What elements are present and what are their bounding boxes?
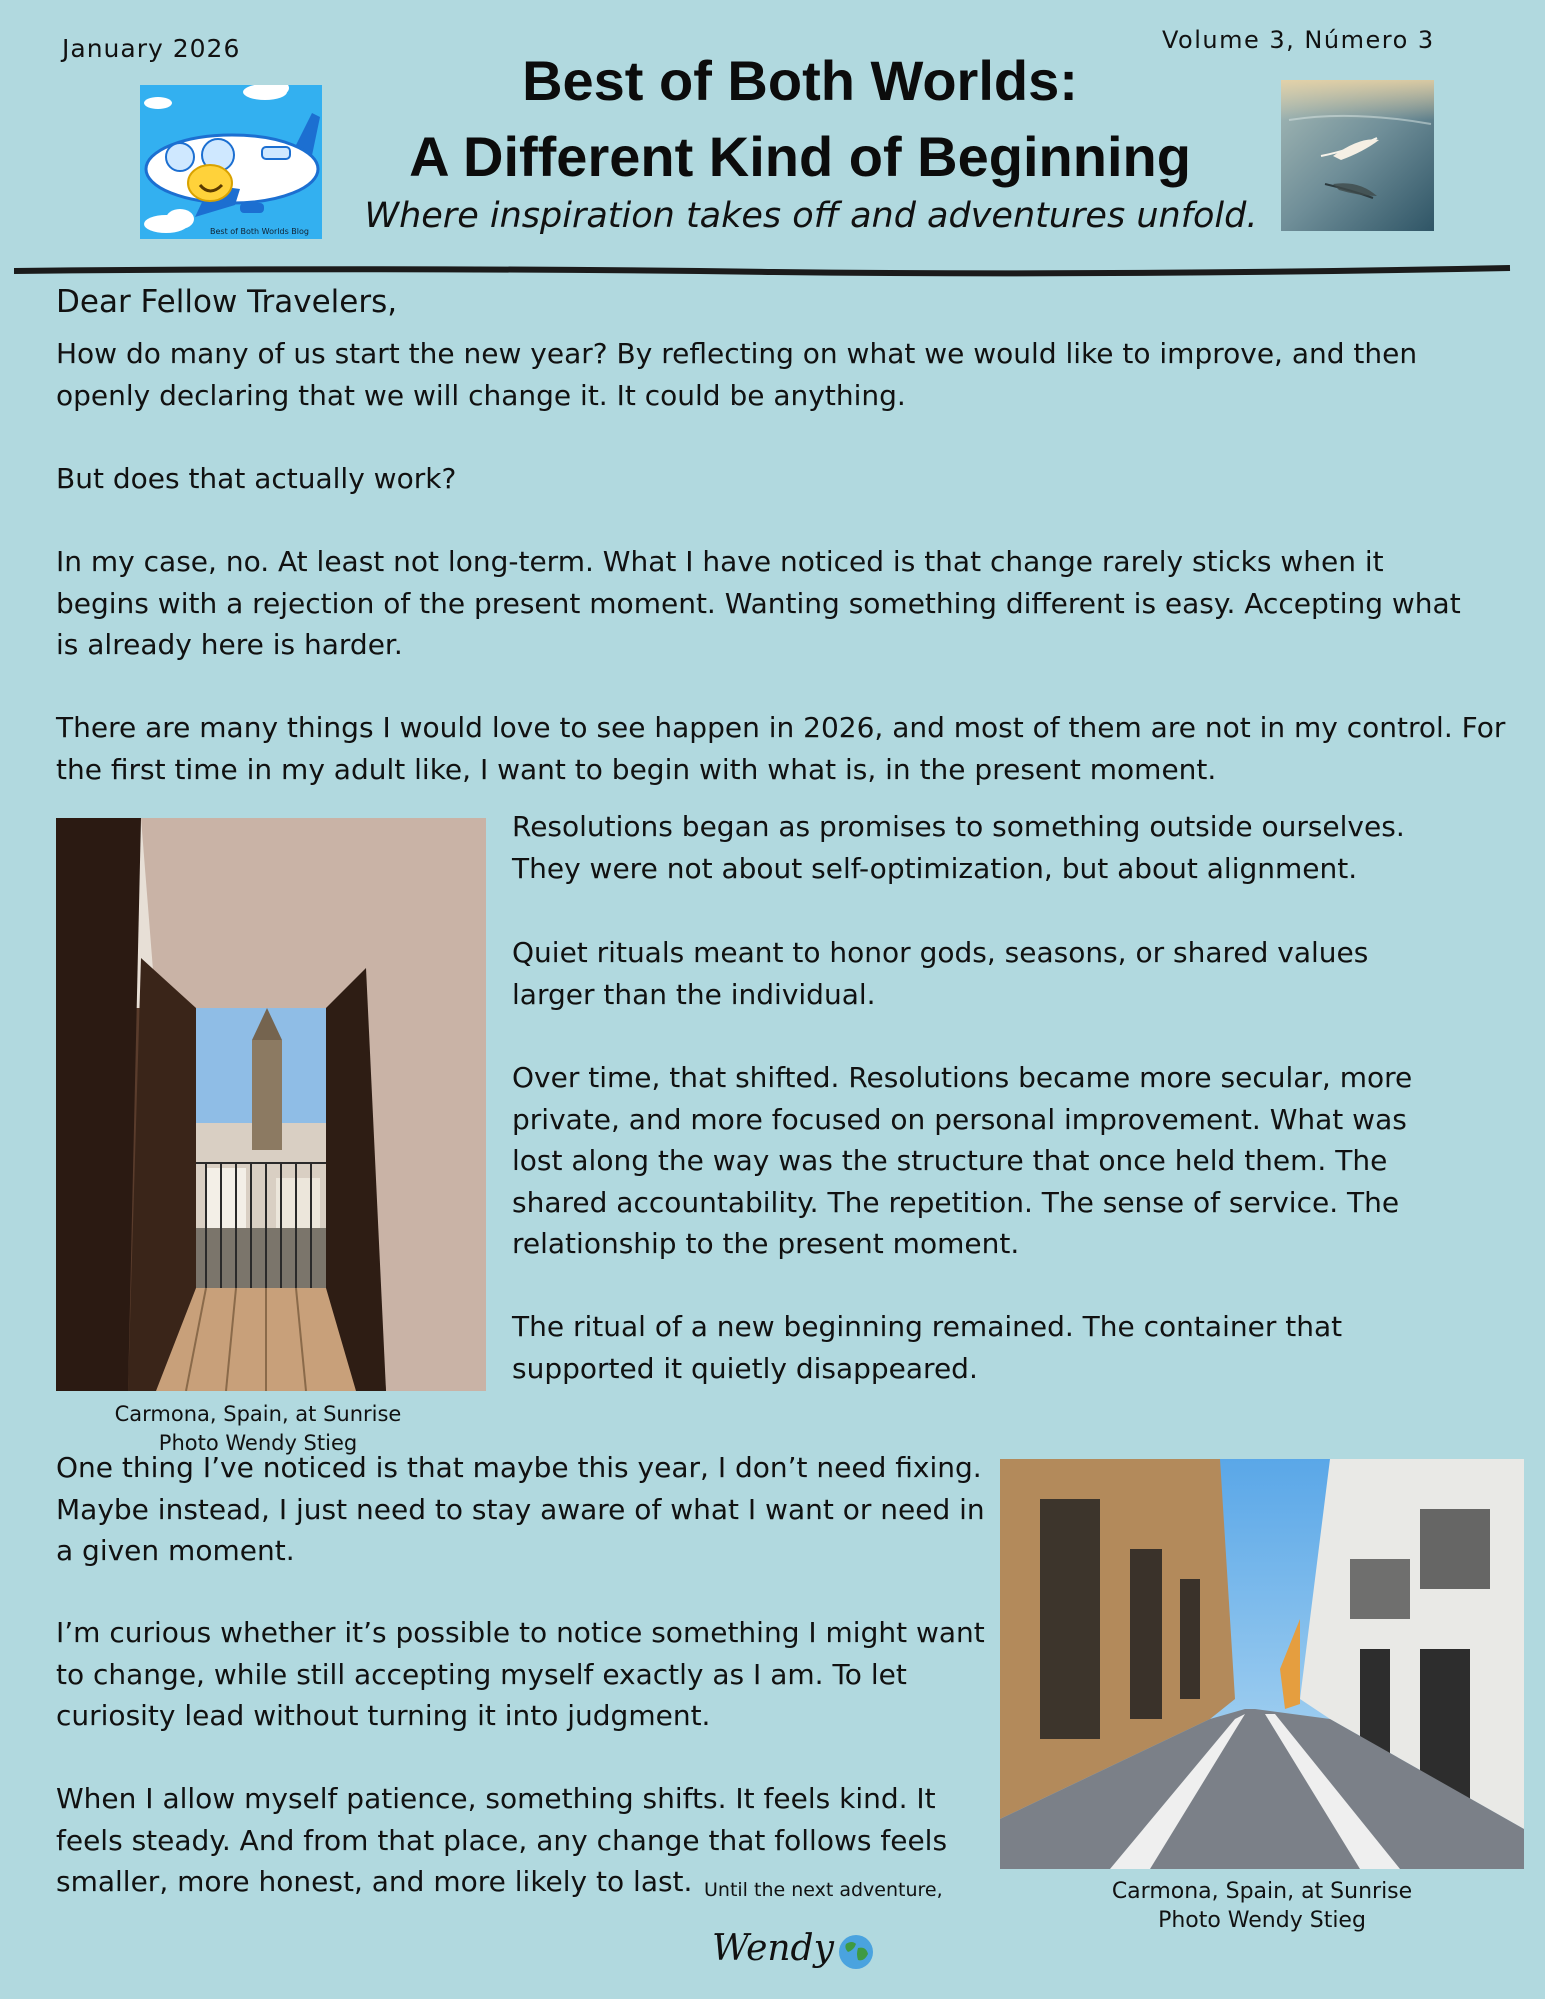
paragraph-rituals: Quiet rituals meant to honor gods, seasons, or shared values larger than the individual.: [512, 936, 1369, 1011]
street-photo-caption: [1000, 1877, 1524, 1935]
paragraph-no-fixing: One thing I’ve noticed is that maybe this year, I don’t need fixing. Maybe instead, I just need to stay aware of what I want or need in a given moment.: [56, 1451, 985, 1567]
salutation: Dear Fellow Travelers,: [56, 284, 398, 320]
paragraph-2026: There are many things I would love to see happen in 2026, and most of them are not in my control. For the first time in my adult like, I want to begin with what is, in the present moment.: [56, 711, 1506, 786]
caption-credit: Photo Wendy Stieg: [158, 1431, 358, 1455]
caption-location: Carmona, Spain, at Sunrise: [114, 1402, 402, 1426]
paragraph-container: The ritual of a new beginning remained. The container that supported it quietly disappeared.: [512, 1310, 1343, 1385]
logo-caption: Best of Both Worlds Blog: [210, 227, 309, 236]
header-divider: [14, 262, 1514, 284]
paragraph-my-case: In my case, no. At least not long-term. What I have noticed is that change rarely sticks when it begins with a rejection of the present moment. Wanting something different is easy. Accepting what is already here is harder.: [56, 545, 1461, 661]
volume-number: Volume 3, Número 3: [1162, 26, 1435, 54]
closing-line: Until the next adventure,: [704, 1879, 943, 1901]
paragraph-shift: Over time, that shifted. Resolutions became more secular, more private, and more focused on personal improvement. What was lost along the way was the structure that once held them. The shared accountability. The repetition. The sense of service. The relationship to the present moment.: [512, 1061, 1413, 1260]
caption-credit: Photo Wendy Stieg: [1158, 1908, 1366, 1933]
globe-icon: [838, 1934, 874, 1970]
issue-date: January 2026: [62, 34, 241, 63]
street-photo: [1000, 1459, 1524, 1869]
newsletter-title-line2: A Different Kind of Beginning: [409, 125, 1191, 188]
paragraph-curious: I’m curious whether it’s possible to notice something I might want to change, while still accepting myself exactly as I am. To let curiosity lead without turning it into judgment.: [56, 1616, 985, 1732]
paragraph-question: But does that actually work?: [56, 462, 457, 495]
signature: Wendy: [712, 1928, 834, 1969]
newsletter-title-line1: Best of Both Worlds:: [522, 49, 1078, 112]
window-photo: [56, 818, 486, 1391]
paragraph-resolutions-origin: Resolutions began as promises to something outside ourselves. They were not about self-optimization, but about alignment.: [512, 810, 1405, 885]
tagline: Where inspiration takes off and adventures unfold.: [364, 196, 1258, 236]
paragraph-patience: When I allow myself patience, something shifts. It feels kind. It feels steady. And from that place, any change that follows feels smaller, more honest, and more likely to last.: [56, 1782, 948, 1898]
caption-location: Carmona, Spain, at Sunrise: [1111, 1879, 1413, 1904]
feather-water-photo: [1281, 80, 1434, 231]
paragraph-new-year: How do many of us start the new year? By reflecting on what we would like to improve, and then openly declaring that we will change it. It could be anything.: [56, 337, 1418, 412]
